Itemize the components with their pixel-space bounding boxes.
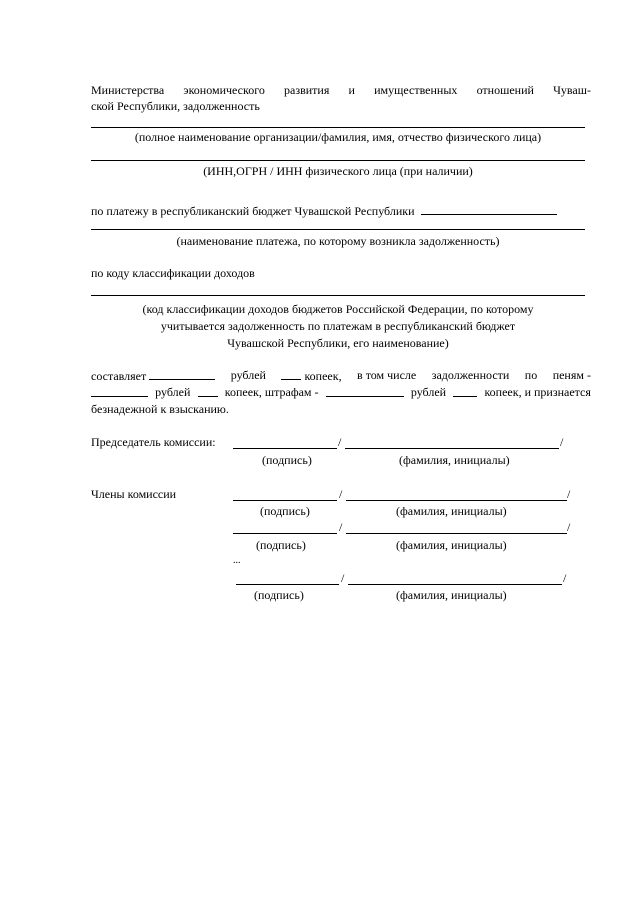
code-line [91, 295, 585, 296]
amount-line-2 [91, 385, 591, 399]
name-caption: (фамилия, инициалы) [396, 588, 507, 602]
ellipsis: ... [233, 555, 241, 566]
member-signature-line [236, 584, 339, 585]
fine-rub-blank [326, 385, 404, 397]
code-caption-2: учитывается задолженность по платежам в республиканский бюджет [160, 319, 516, 333]
name-caption: (фамилия, инициалы) [399, 453, 510, 467]
slash: / [338, 435, 342, 449]
org-name-caption: (полное наименование организации/фамилия, имя, отчество физического лица) [134, 130, 542, 144]
amount-word: задолженности [431, 368, 510, 382]
amount-kop-blank [281, 368, 301, 380]
code-caption-3: Чувашской Республики, его наименование) [227, 336, 449, 350]
intro-word: развития [284, 83, 330, 97]
amount-text: рублей [410, 385, 447, 399]
inn-caption: (ИНН,ОГРН / ИНН физического лица (при наличии) [203, 164, 473, 178]
code-caption-1: (код классификации доходов бюджетов Российской Федерации, по которому [142, 302, 534, 316]
amount-line-3: безнадежной к взысканию. [91, 402, 229, 416]
member-signature-line [233, 500, 337, 501]
penalty-rub-blank [91, 385, 148, 397]
intro-word: Чуваш- [553, 83, 591, 97]
amount-text: копеек, штрафам - [224, 385, 319, 399]
amount-text: рублей [155, 385, 191, 399]
slash: / [339, 520, 343, 534]
slash: / [567, 520, 571, 534]
slash: / [563, 571, 567, 585]
members-label: Члены комиссии [91, 487, 177, 501]
amount-rub-blank [149, 368, 215, 380]
signature-caption: (подпись) [262, 453, 312, 467]
chairman-signature-line [233, 448, 337, 449]
code-label: по коду классификации доходов [91, 266, 255, 280]
intro-word: экономического [183, 83, 265, 97]
amount-line-1 [91, 368, 591, 383]
intro-line-1 [91, 83, 591, 97]
fine-kop-blank [453, 385, 477, 397]
slash: / [339, 487, 343, 501]
amount-word: по [524, 368, 538, 382]
member-name-line [346, 533, 567, 534]
payment-blank [421, 203, 557, 215]
amount-word: в том числе [357, 368, 417, 382]
amount-word: пеням - [552, 368, 591, 382]
amount-rub: рублей [230, 368, 266, 382]
payment-name-line [91, 229, 585, 230]
signature-caption: (подпись) [256, 538, 306, 552]
org-name-line [91, 127, 585, 128]
amount-kop-chunk: копеек, [281, 368, 341, 383]
intro-word: отношений [476, 83, 534, 97]
slash: / [567, 487, 571, 501]
amount-text: копеек, и признается [484, 385, 591, 399]
member-name-line [346, 500, 567, 501]
slash: / [341, 571, 345, 585]
chairman-name-line [345, 448, 559, 449]
payment-caption: (наименование платежа, по которому возникла задолженность) [176, 234, 500, 248]
payment-label-text: по платежу в республиканский бюджет Чувашской Республики [91, 204, 415, 218]
intro-word: Министерства [91, 83, 165, 97]
penalty-kop-blank [198, 385, 218, 397]
intro-word: имущественных [374, 83, 458, 97]
payment-label [91, 203, 557, 218]
member-signature-line [233, 533, 337, 534]
member-name-line [348, 584, 562, 585]
slash: / [560, 435, 564, 449]
name-caption: (фамилия, инициалы) [396, 504, 507, 518]
name-caption: (фамилия, инициалы) [396, 538, 507, 552]
signature-caption: (подпись) [254, 588, 304, 602]
inn-line [91, 160, 585, 161]
signature-caption: (подпись) [260, 504, 310, 518]
intro-line-2: ской Республики, задолженность [91, 99, 260, 113]
intro-word: и [348, 83, 355, 97]
chairman-label: Председатель комиссии: [91, 435, 216, 449]
amount-chunk: составляет [91, 368, 215, 383]
